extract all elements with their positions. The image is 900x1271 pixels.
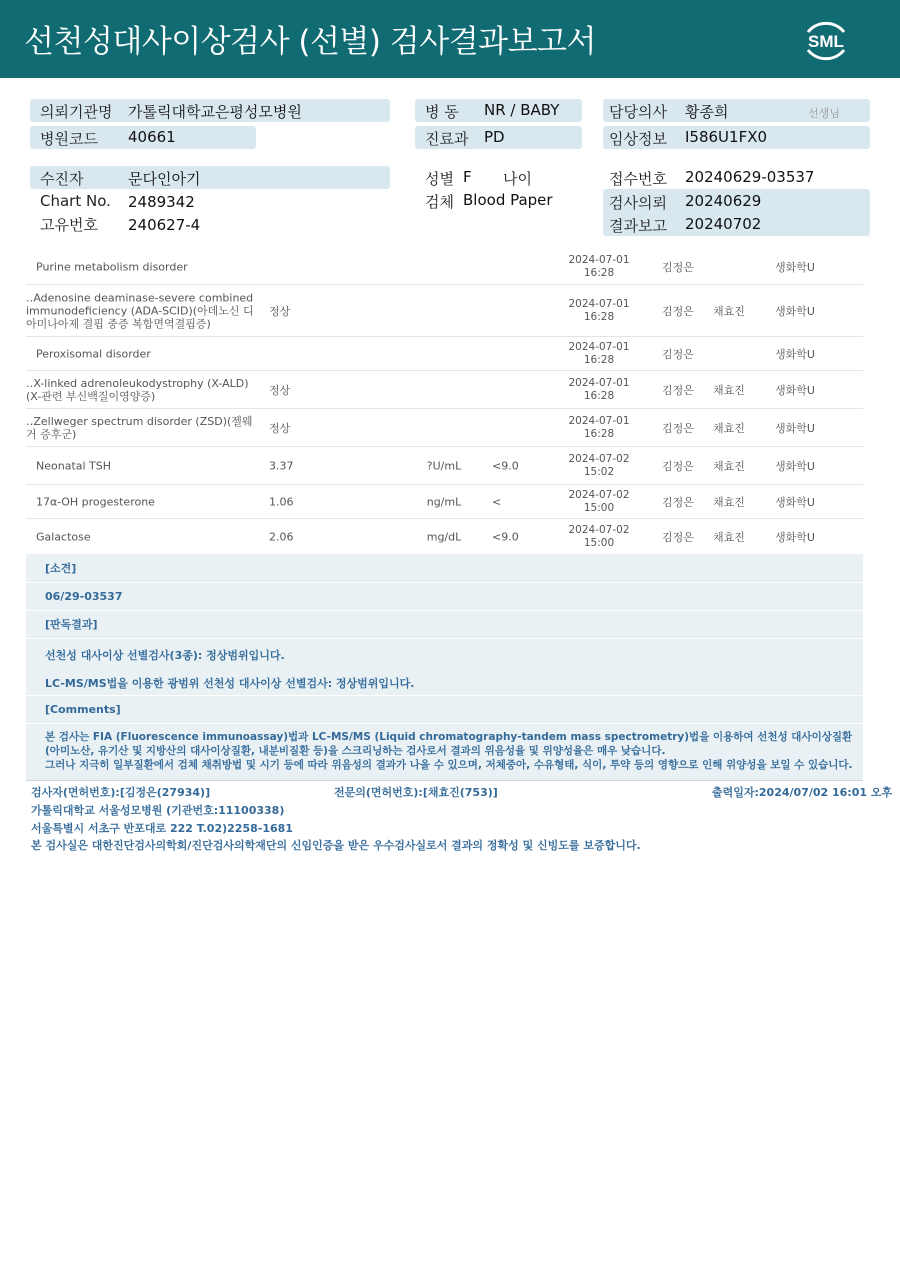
doctor-suffix: 선생님 — [808, 107, 840, 120]
sex-value: F — [463, 168, 472, 186]
age-label: 나이 — [503, 170, 532, 188]
specialist-name: 채효진 — [713, 530, 745, 544]
test-dept: 생화학U — [775, 421, 815, 435]
request-value: 20240629 — [685, 192, 762, 210]
result-row — [26, 337, 863, 371]
test-datetime: 2024-07-02 15:00 — [568, 523, 630, 549]
test-dept: 생화학U — [775, 261, 815, 274]
result-row — [26, 519, 863, 554]
test-dept: 생화학U — [775, 530, 815, 544]
interpretation-body — [26, 639, 863, 696]
result-row — [26, 447, 863, 485]
test-datetime: 2024-07-01 16:28 — [568, 414, 630, 440]
test-datetime: 2024-07-01 16:28 — [568, 340, 630, 366]
test-datetime: 2024-07-01 16:28 — [568, 297, 630, 323]
test-reference: <9.0 — [492, 530, 519, 543]
result-row — [26, 285, 863, 337]
test-result: 정상 — [269, 304, 291, 318]
tester-name: 김정은 — [662, 383, 694, 397]
institution-value: 가톨릭대학교은평성모병원 — [128, 103, 302, 121]
receipt-value: 20240629-03537 — [685, 168, 815, 186]
doctor-label: 담당의사 — [609, 103, 667, 121]
test-result: 정상 — [269, 383, 291, 397]
hospital-code-value: 40661 — [128, 128, 176, 146]
chart-no-label: Chart No. — [40, 192, 111, 210]
comments-body — [26, 724, 863, 780]
test-name: Neonatal TSH — [36, 459, 112, 472]
print-date: 출력일자:2024/07/02 16:01 오후 — [712, 786, 893, 799]
dept-value: PD — [484, 128, 505, 146]
test-result: 3.37 — [269, 459, 294, 472]
sml-logo — [798, 12, 854, 68]
test-dept: 생화학U — [775, 459, 815, 473]
notes-panel — [26, 554, 863, 780]
hospital-code-label: 병원코드 — [40, 130, 98, 148]
tester-name: 김정은 — [662, 495, 694, 509]
specialist-name: 채효진 — [713, 495, 745, 509]
tester-name: 김정은 — [662, 530, 694, 544]
result-row — [26, 409, 863, 447]
doctor-value: 황종희 — [685, 103, 729, 121]
ward-value: NR / BABY — [484, 101, 560, 119]
institution-label: 의뢰기관명 — [40, 103, 113, 121]
test-datetime: 2024-07-02 15:02 — [568, 452, 630, 478]
footer-divider — [26, 780, 863, 781]
test-unit: ?U/mL — [426, 459, 462, 472]
specialist-name: 채효진 — [713, 421, 745, 435]
certification-note: 본 검사실은 대한진단검사의학회/진단검사의학재단의 신임인증을 받은 우수검사실로서 결과의 정확성 및 신빙도를 보증합니다. — [31, 839, 641, 852]
comments-line-1: 본 검사는 FIA (Fluorescence immunoassay)법과 LC-MS/MS (Liquid chromatography-tandem mass spectrometry)법을 이용하여 선천성 대사이상질환(아미노산, 유기산 및 지방산의 대사이상질환, 내분비질환 등)을 스크리닝하는 검사로서 결과의 위음성율 및 위양성율은 매우 낮습니다. — [45, 731, 853, 757]
test-name: ‥Zellweger spectrum disorder (ZSD)(젤웨거 증후군) — [26, 414, 253, 441]
specimen-value: Blood Paper — [463, 191, 553, 209]
tester-name: 김정은 — [662, 304, 694, 318]
comments-title: [Comments] — [26, 696, 863, 724]
specialist-name: 채효진 — [713, 459, 745, 473]
unique-no-label: 고유번호 — [40, 216, 98, 234]
test-datetime: 2024-07-01 16:28 — [568, 376, 630, 402]
sex-label: 성별 — [425, 170, 454, 188]
report-date-value: 20240702 — [685, 215, 762, 233]
test-dept: 생화학U — [775, 383, 815, 397]
unique-no-value: 240627-4 — [128, 216, 201, 234]
test-name: Peroxisomal disorder — [36, 347, 151, 360]
tester-name: 김정은 — [662, 421, 694, 435]
examinee-value: 문다인아기 — [128, 170, 201, 188]
test-datetime: 2024-07-01 16:28 — [568, 254, 630, 279]
dept-label: 진료과 — [425, 130, 469, 148]
tester-license: 검사자(면허번호):[김정은(27934)] — [31, 786, 211, 799]
logo-text: SML — [808, 32, 844, 51]
test-dept: 생화학U — [775, 347, 815, 361]
test-result: 2.06 — [269, 530, 294, 543]
test-dept: 생화학U — [775, 495, 815, 509]
interpretation-title: [판독결과] — [26, 611, 863, 639]
test-dept: 생화학U — [775, 304, 815, 318]
report-title: 선천성대사이상검사 (선별) 검사결과보고서 — [24, 24, 596, 60]
receipt-label: 접수번호 — [609, 170, 667, 188]
ward-label: 병 동 — [425, 103, 459, 121]
result-row — [26, 371, 863, 409]
findings-value: 06/29-03537 — [26, 583, 863, 611]
test-result: 정상 — [269, 421, 291, 435]
tester-name: 김정은 — [662, 347, 694, 361]
test-name: Galactose — [36, 530, 91, 543]
clinical-label: 임상정보 — [609, 130, 667, 148]
test-name: Purine metabolism disorder — [36, 260, 188, 274]
chart-no-value: 2489342 — [128, 193, 195, 211]
test-name: ‥Adenosine deaminase-severe combined immunodeficiency (ADA-SCID)(아데노신 디아미나아제 결핍 중증 복합면역결핍증) — [26, 291, 254, 330]
test-name: ‥X-linked adrenoleukodystrophy (X-ALD) (X-관련 부신백질이영양증) — [26, 376, 249, 403]
interpretation-line-2: LC-MS/MS법을 이용한 광범위 선천성 대사이상 선별검사: 정상범위입니다. — [45, 677, 415, 690]
interpretation-line-1: 선천성 대사이상 선별검사(3종): 정상범위입니다. — [45, 649, 285, 662]
test-unit: mg/dL — [426, 530, 462, 543]
request-label: 검사의뢰 — [609, 194, 667, 212]
report-header — [0, 0, 900, 78]
organization-info: 가톨릭대학교 서울성모병원 (기관번호:11100338) — [31, 804, 285, 817]
specimen-label: 검체 — [425, 193, 454, 211]
test-reference: < — [492, 495, 502, 508]
clinical-value: I586U1FX0 — [685, 128, 768, 146]
test-unit: ng/mL — [426, 495, 462, 508]
test-datetime: 2024-07-02 15:00 — [568, 488, 630, 514]
report-date-label: 결과보고 — [609, 217, 667, 235]
comments-line-2: 그러나 지극히 일부질환에서 검체 채취방법 및 시기 등에 따라 위음성의 결과가 나올 수 있으며, 저체중아, 수유형태, 식이, 투약 등의 영향으로 인해 위양성을 보일 수 있습니다. — [45, 759, 853, 771]
result-row — [26, 485, 863, 519]
specialist-name: 채효진 — [713, 383, 745, 397]
tester-name: 김정은 — [662, 261, 694, 274]
test-name: 17α-OH progesterone — [36, 495, 155, 508]
examinee-label: 수진자 — [40, 170, 84, 188]
test-result: 1.06 — [269, 495, 294, 508]
organization-address: 서울특별시 서초구 반포대로 222 T.02)2258-1681 — [31, 822, 293, 835]
test-reference: <9.0 — [492, 459, 519, 472]
examinee-pill — [30, 166, 390, 189]
findings-title: [소견] — [26, 554, 863, 583]
specialist-name: 채효진 — [713, 304, 745, 318]
results-table — [26, 250, 863, 554]
tester-name: 김정은 — [662, 459, 694, 473]
specialist-license: 전문의(면허번호):[채효진(753)] — [334, 786, 498, 799]
result-row — [26, 250, 863, 285]
